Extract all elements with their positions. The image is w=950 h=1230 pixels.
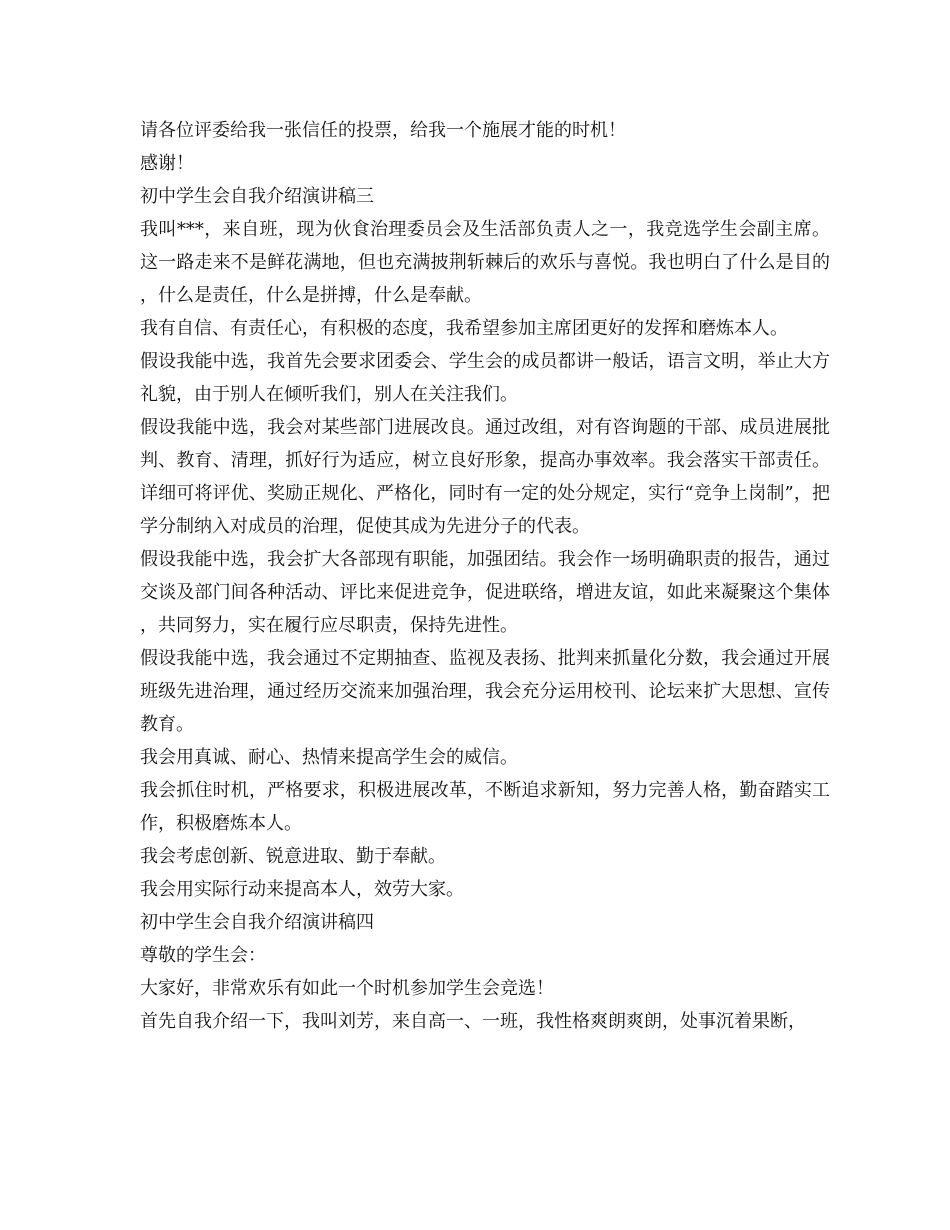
document-page (140, 114, 830, 1038)
heading-speech-three: 初中学生会自我介绍演讲稿三 (140, 186, 374, 207)
heading-speech-four: 初中学生会自我介绍演讲稿四 (140, 912, 374, 933)
paragraph-thanks: 感谢！ (140, 153, 194, 174)
paragraph-salutation: 尊敬的学生会： (140, 945, 266, 966)
paragraph-introduction: 首先自我介绍一下，我叫刘芳，来自高一、一班，我性格爽朗爽朗，处事沉着果断， (140, 1011, 806, 1032)
paragraph-vote-request: 请各位评委给我一张信任的投票，给我一个施展才能的时机！ (140, 120, 626, 141)
paragraph-innovation: 我会考虑创新、锐意进取、勤于奉献。 (140, 846, 446, 867)
paragraph-if-elected-language: 假设我能中选，我首先会要求团委会、学生会的成员都讲一般话，语言文明，举止大方礼貌，由于别人在倾听我们，别人在关注我们。 (140, 351, 830, 405)
paragraph-if-elected-unity: 假设我能中选，我会扩大各部现有职能，加强团结。我会作一场明确职责的报告，通过交谈及部门间各种活动、评比来促进竞争，促进联络，增进友谊，如此来凝聚这个集体，共同努力，实在履行应尽职责，保持先进性。 (140, 549, 830, 636)
paragraph-seize-opportunity: 我会抓住时机，严格要求，积极进展改革，不断追求新知，努力完善人格，勤奋踏实工作，积极磨炼本人。 (140, 780, 830, 834)
paragraph-greeting: 大家好，非常欢乐有如此一个时机参加学生会竞选！ (140, 978, 554, 999)
paragraph-confidence: 我有自信、有责任心，有积极的态度，我希望参加主席团更好的发挥和磨炼本人。 (140, 318, 788, 339)
paragraph-self-intro: 我叫***，来自班，现为伙食治理委员会及生活部负责人之一，我竞选学生会副主席。这一路走来不是鲜花满地，但也充满披荆斩棘后的欢乐与喜悦。我也明白了什么是目的，什么是责任，什么是拼搏，什么是奉献。 (140, 219, 830, 306)
paragraph-action: 我会用实际行动来提高本人，效劳大家。 (140, 879, 464, 900)
paragraph-if-elected-management: 假设我能中选，我会通过不定期抽查、监视及表扬、批判来抓量化分数，我会通过开展班级先进治理，通过经历交流来加强治理，我会充分运用校刊、论坛来扩大思想、宣传教育。 (140, 648, 830, 735)
paragraph-prestige: 我会用真诚、耐心、热情来提高学生会的威信。 (140, 747, 518, 768)
paragraph-if-elected-reform: 假设我能中选，我会对某些部门进展改良。通过改组，对有咨询题的干部、成员进展批判、教育、清理，抓好行为适应，树立良好形象，提高办事效率。我会落实干部责任。详细可将评优、奖励正规化、严格化，同时有一定的处分规定，实行“竞争上岗制”，把学分制纳入对成员的治理，促使其成为先进分子的代表。 (140, 417, 830, 537)
